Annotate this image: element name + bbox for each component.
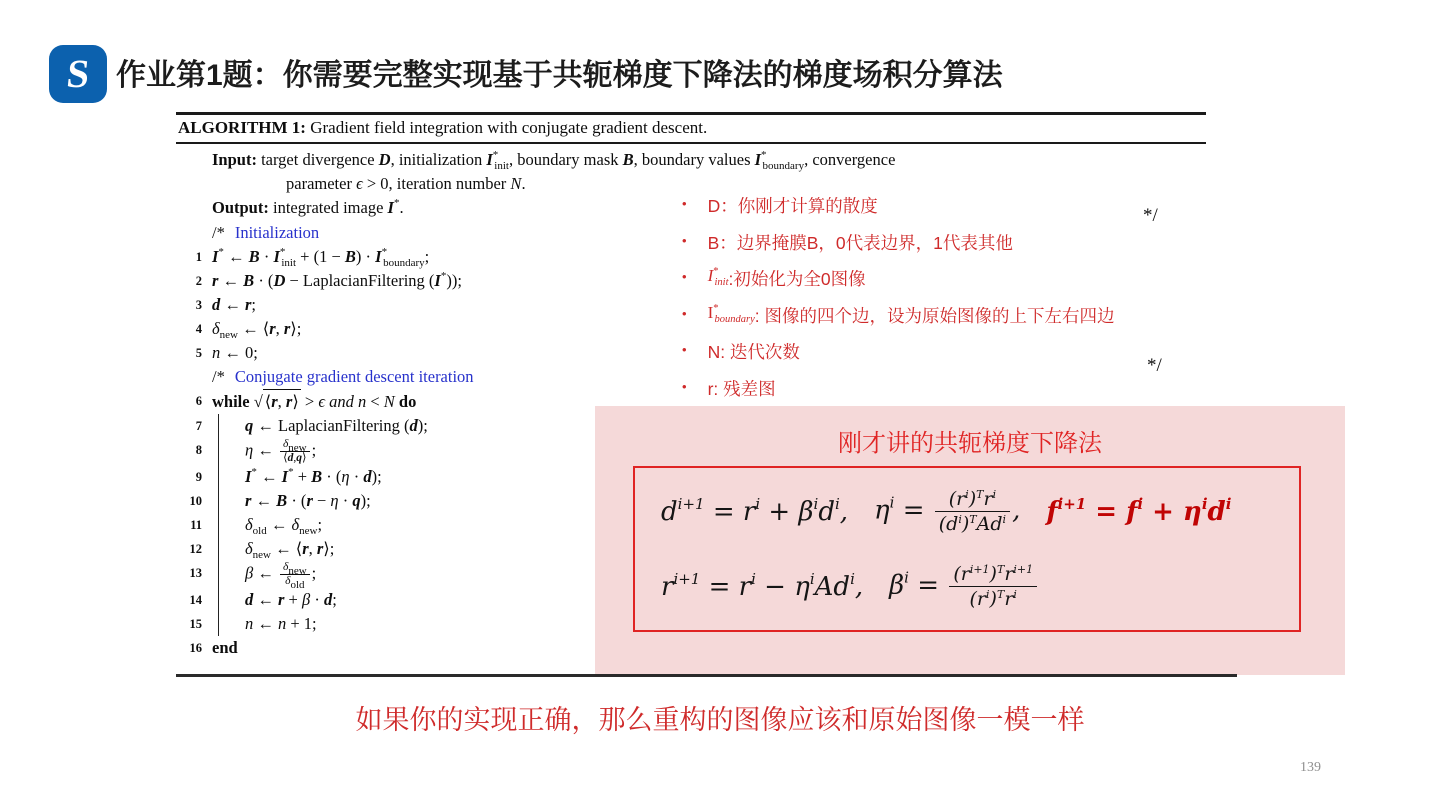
page-number: 139 [1300,760,1321,775]
line-content: r ← B · (r − η · q); [218,489,1206,513]
bullet-icon: • [682,378,687,394]
line-content: η ← $\delta_{new}$ ⟨d,q⟩ ; [218,438,1206,465]
line-content: /* Initialization [212,223,320,242]
line-content: q ← LaplacianFiltering (d); [218,414,1206,438]
equation-segment: $r^{i+1} = r^i - \eta^iAd^i$, [661,569,864,602]
annotation-item [682,266,1114,303]
algorithm-caption-label: ALGORITHM 1: [178,118,306,137]
bullet-icon: • [682,342,687,358]
line-number: 6 [195,394,202,408]
line-content: $\delta_{new}$ ← ⟨r, r⟩; [218,537,1206,561]
line-content: n ← n + 1; [218,612,1206,636]
line-number: 7 [195,419,202,433]
equation-line [661,474,1299,549]
bullet-icon: • [682,232,687,248]
line-number: 5 [195,346,202,360]
annotation-item [682,303,1114,340]
output-label: Output: [212,198,269,217]
line-content: end [212,638,238,657]
line-content: d ← r; [212,295,257,314]
line-number: 13 [189,566,202,580]
line-content: while √ ⟨r, r⟩ > ϵ and n < N do [212,389,1206,414]
annotation-text: :初始化为全0图像 [728,269,866,290]
bullet-icon: • [682,196,687,211]
line-number: 1 [195,250,202,264]
line-content: /* Conjugate gradient descent iteration [212,367,474,386]
input-text: target divergence D, initialization $I^*_{init}$, boundary mask B, boundary values $I^*_{boundary}$, convergence [256,149,896,172]
footer-note: 如果你的实现正确，那么重构的图像应该和原始图像一模一样 [355,705,1085,735]
algorithm-input-line2: parameter ϵ > 0, iteration number N. [286,174,526,193]
annotation-item [682,193,1114,230]
line-number: 11 [190,518,202,532]
annotation-list [682,193,1114,413]
algorithm-input-line1 [212,148,1206,172]
line-number: 10 [189,494,202,508]
line-number: 15 [189,617,202,631]
equation-line [661,549,1299,624]
logo-letter: S [64,51,92,96]
highlight-panel [595,406,1345,675]
annotation-item [682,339,1114,376]
line-content: d ← r + β · d; [218,588,1206,612]
line-content: n ← 0; [212,343,258,362]
line-content: I* ← $B \cdot I^*_{init} + (1 - B) \cdot I^*_{boundary}$; [212,246,430,269]
bullet-icon: • [682,305,687,321]
algorithm-caption-text: Gradient field integration with conjugate gradient descent. [305,118,708,137]
annotation-text: r: 残差图 [707,378,776,399]
output-text: integrated image I*. [268,197,404,217]
input-label: Input: [212,150,257,169]
line-number: 2 [195,274,202,288]
annotation-item [682,230,1114,267]
comment-close-marker: */ [1143,205,1158,226]
annotation-variable: $I^*_{boundary}$ [707,302,755,325]
equation-segment: $\eta^i$ = $(r^i)^Tr^i$ $(d^i)^TAd^i$ , [874,488,1021,535]
line-content: r ← B · (D − LaplacianFiltering (I*)); [212,270,462,290]
annotation-text: : 图像的四个边，设为原始图像的上下左右四边 [754,305,1115,326]
slide-title: 作业第1题：你需要完整实现基于共轭梯度下降法的梯度场积分算法 [116,59,1003,92]
equation-box [633,466,1301,632]
line-number: 4 [195,322,202,336]
line-content: $\delta_{new}$ ← ⟨r, r⟩; [212,319,302,341]
equation-segment: $d^{i+1} = r^i + \beta^id^i$, [661,494,849,527]
comment-close-marker: */ [1147,355,1162,376]
highlight-panel-title: 刚才讲的共轭梯度下降法 [838,430,1102,457]
annotation-text: N: 迭代次数 [707,342,800,363]
annotation-text: B：边界掩膜B，0代表边界，1代表其他 [707,232,1013,253]
line-content: I* ← I* + B · (η · d); [218,465,1206,489]
algorithm-bottom-rule [176,674,1237,677]
algorithm-caption [176,112,1206,144]
annotation-variable: $I^*_{init}$ [707,266,729,289]
line-number: 14 [189,593,202,607]
annotation-item [682,376,1114,413]
line-number: 9 [195,470,202,484]
line-number: 12 [189,542,202,556]
line-content: $\delta_{old}$ ← $\delta_{new}$; [218,513,1206,537]
line-number: 8 [195,443,202,457]
line-number: 3 [195,298,202,312]
line-content: β ← $\delta_{new}$ $\delta_{old}$ ; [218,561,1206,588]
equation-segment: $\beta^i$ = $(r^{i+1})^Tr^{i+1}$ $(r^i)^Tr^i$ [889,562,1039,611]
annotation-text: D：你刚才计算的散度 [707,196,878,216]
bullet-icon: • [682,269,687,285]
app-logo-icon [49,45,107,103]
equation-segment: $f^{i+1} = f^i + \eta^id^i$ [1046,494,1232,527]
line-number: 16 [189,641,202,655]
